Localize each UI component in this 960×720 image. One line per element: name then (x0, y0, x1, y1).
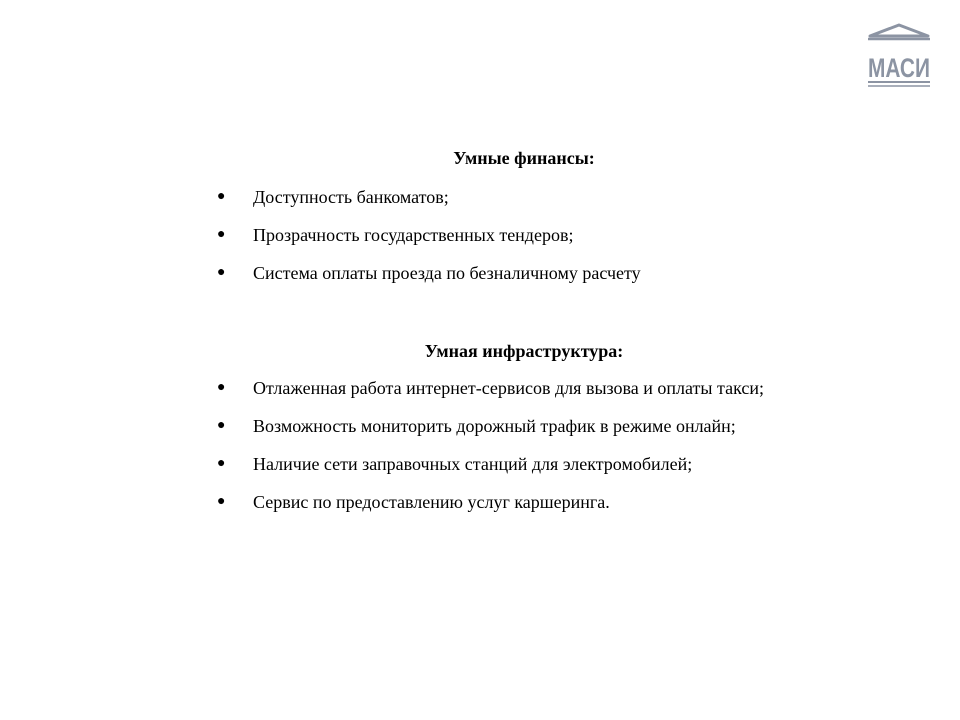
bullet-icon: ● (217, 189, 226, 204)
list-item (213, 483, 795, 521)
smart-infrastructure-list (213, 369, 795, 521)
list-item-text: Отлаженная работа интернет-сервисов для вызова и оплаты такси; (253, 378, 765, 398)
section-title-smart-finance: Умные финансы: (453, 148, 595, 168)
bullet-icon: ● (217, 456, 226, 471)
list-item-text: Система оплаты проезда по безналичному расчету (253, 263, 641, 283)
list-item (213, 407, 795, 445)
list-item (213, 216, 795, 254)
slide-content (213, 144, 795, 521)
smart-finance-list (213, 178, 795, 292)
section-title-smart-infrastructure: Умная инфраструктура: (424, 341, 624, 361)
list-item-text: Прозрачность государственных тендеров; (253, 225, 574, 245)
list-item-text: Наличие сети заправочных станций для электромобилей; (253, 454, 693, 474)
list-item-text: Возможность мониторить дорожный трафик в режиме онлайн; (253, 416, 736, 436)
bullet-icon: ● (217, 380, 226, 395)
bullet-icon: ● (217, 227, 226, 242)
list-item (213, 254, 795, 292)
list-item-text: Сервис по предоставлению услуг каршеринга. (253, 492, 610, 512)
list-item (213, 178, 795, 216)
bullet-icon: ● (217, 418, 226, 433)
list-item-text: Доступность банкоматов; (253, 187, 449, 207)
bullet-icon: ● (217, 494, 226, 509)
building-pediment-icon (866, 24, 932, 88)
logo-text: МАСИ (868, 53, 930, 83)
masi-logo (866, 24, 932, 88)
bullet-icon: ● (217, 265, 226, 280)
list-item (213, 445, 795, 483)
list-item (213, 369, 795, 407)
